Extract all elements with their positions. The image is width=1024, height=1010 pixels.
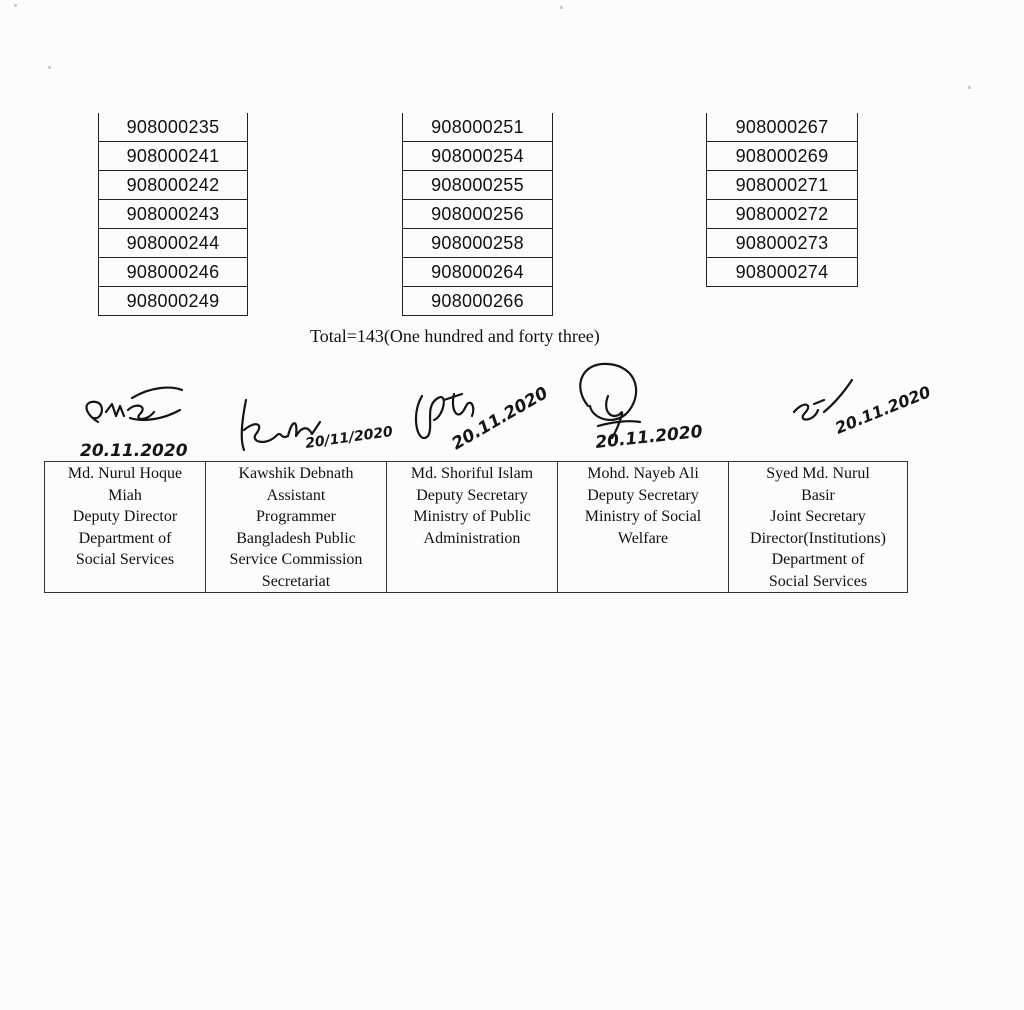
roll-number-table-1: [98, 113, 248, 316]
roll-number-cell: 908000235: [99, 113, 248, 142]
table-row: [403, 171, 553, 200]
table-row: [707, 142, 858, 171]
table-row: [707, 258, 858, 287]
table-row: [707, 171, 858, 200]
roll-number-table-2: [402, 113, 553, 316]
signatory-cell: [729, 462, 908, 593]
roll-number-cell: 908000272: [707, 200, 858, 229]
roll-number-cell: 908000254: [403, 142, 553, 171]
total-count: Total=143(One hundred and forty three): [310, 326, 600, 346]
signatory-table: [44, 461, 908, 593]
roll-number-cell: 908000246: [99, 258, 248, 287]
signature-1: [72, 382, 212, 462]
roll-number-cell: 908000244: [99, 229, 248, 258]
roll-number-table-3: [706, 113, 858, 287]
table-row: [99, 113, 248, 142]
roll-number-cell: 908000251: [403, 113, 553, 142]
signature-5: [784, 352, 954, 442]
table-row: [707, 200, 858, 229]
signatory-line: Miah: [108, 486, 142, 504]
signatory-line: Joint Secretary: [770, 508, 866, 525]
roll-number-cell: 908000242: [99, 171, 248, 200]
signatory-line: Welfare: [617, 529, 669, 547]
signatory-line: Bangladesh Public: [236, 529, 356, 547]
signatory-cell: [558, 462, 729, 593]
signatory-cell: [387, 462, 558, 593]
signatory-line: Service Commission: [229, 551, 363, 568]
signatory-line: Deputy Director: [72, 508, 178, 525]
roll-number-cell: 908000273: [707, 229, 858, 258]
table-row: [403, 287, 553, 316]
roll-number-cell: 908000241: [99, 142, 248, 171]
signatory-line: Department of: [78, 529, 172, 547]
signatory-line: Kawshik Debnath: [238, 465, 354, 482]
roll-number-cell: 908000266: [403, 287, 553, 316]
table-row: [99, 287, 248, 316]
signature-4: [568, 356, 728, 456]
table-row: [403, 142, 553, 171]
table-row: [99, 200, 248, 229]
roll-number-cell: 908000258: [403, 229, 553, 258]
roll-number-cell: 908000269: [707, 142, 858, 171]
signatory-line: Ministry of Public: [413, 508, 531, 525]
table-row: [403, 229, 553, 258]
signature-date: 20.11.2020: [80, 441, 188, 461]
signature-date: 20.11.2020: [448, 383, 552, 455]
signatory-line: Secretariat: [261, 572, 331, 590]
signatory-line: Department of: [771, 551, 865, 568]
signatory-line: Mohd. Nayeb Ali: [587, 465, 699, 482]
signatory-line: Deputy Secretary: [416, 486, 528, 504]
signatory-cell: [45, 462, 206, 593]
roll-number-cell: 908000256: [403, 200, 553, 229]
roll-number-cell: 908000264: [403, 258, 553, 287]
signature-2: [236, 390, 394, 460]
table-row: [99, 171, 248, 200]
roll-number-cell: 908000271: [707, 171, 858, 200]
signatory-line: Administration: [423, 529, 521, 547]
signatory-line: Social Services: [768, 572, 868, 590]
signature-3: [404, 376, 554, 456]
signature-date: 20.11.2020: [594, 421, 704, 453]
signatory-line: Director(Institutions): [750, 529, 886, 547]
signatory-line: Assistant: [266, 486, 326, 504]
table-row: [99, 258, 248, 287]
signatory-line: Deputy Secretary: [587, 486, 699, 504]
signatory-line: Social Services: [75, 551, 175, 568]
roll-number-cell: 908000243: [99, 200, 248, 229]
table-row: [707, 229, 858, 258]
table-row: [99, 142, 248, 171]
signature-date: 20/11/2020: [304, 423, 394, 452]
signatory-cell: [206, 462, 387, 593]
table-row: [45, 462, 908, 593]
roll-number-cell: 908000249: [99, 287, 248, 316]
signatory-line: Programmer: [256, 508, 336, 525]
table-row: [403, 113, 553, 142]
signature-date: 20.11.2020: [832, 382, 934, 438]
roll-number-cell: 908000255: [403, 171, 553, 200]
table-row: [403, 200, 553, 229]
signatory-line: Md. Shoriful Islam: [410, 465, 534, 482]
signatory-line: Md. Nurul Hoque: [67, 465, 183, 482]
signatory-line: Ministry of Social: [584, 508, 702, 525]
signatory-line: Basir: [801, 486, 835, 504]
roll-number-cell: 908000267: [707, 113, 858, 142]
table-row: [707, 113, 858, 142]
table-row: [403, 258, 553, 287]
roll-number-cell: 908000274: [707, 258, 858, 287]
table-row: [99, 229, 248, 258]
signatory-line: Syed Md. Nurul: [766, 465, 870, 482]
